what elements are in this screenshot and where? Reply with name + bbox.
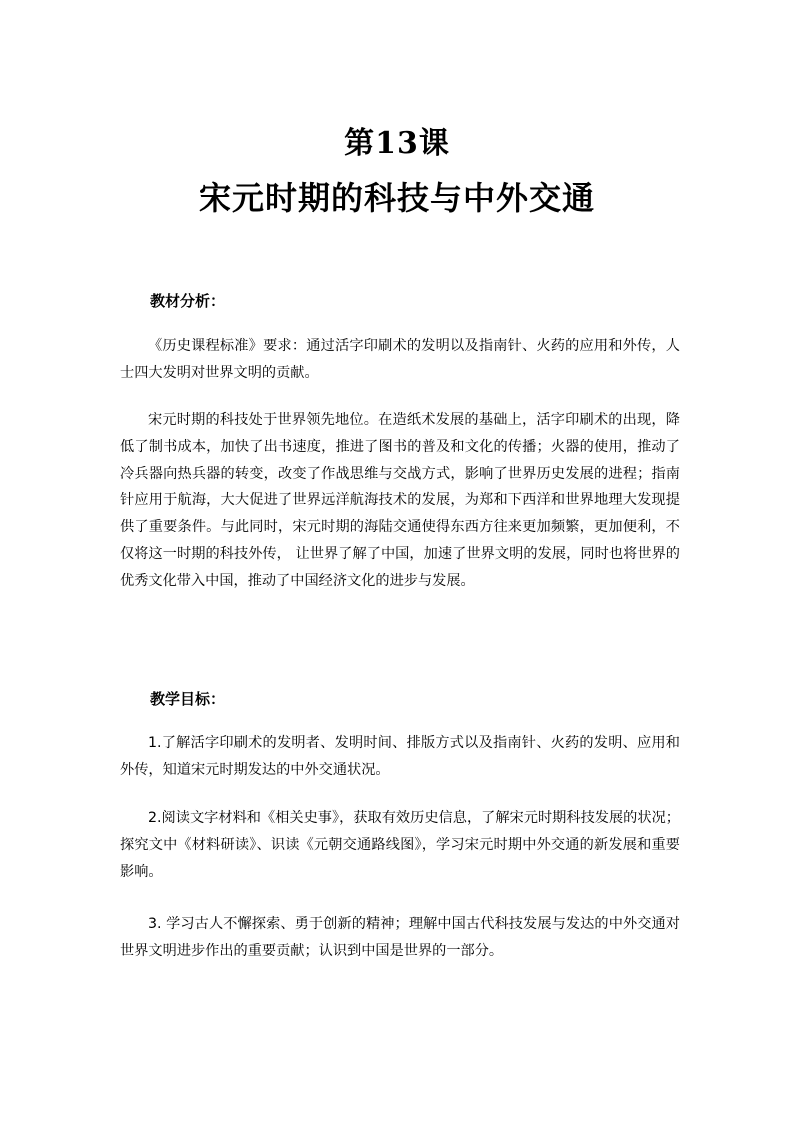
objective-item-3: 3. 学习古人不懈探索、勇于创新的精神；理解中国古代科技发展与发达的中外交通对世界文明进步作出的重要贡献；认识到中国是世界的一部分。: [120, 916, 680, 959]
analysis-heading: 教材分析：: [150, 292, 226, 310]
objective-item-1: 1.了解活字印刷术的发明者、发明时间、排版方式以及指南针、火药的发明、应用和外传，知道宋元时期发达的中外交通状况。: [120, 735, 680, 778]
lesson-number-title: 第13课: [344, 126, 450, 161]
analysis-paragraph-1: 《历史课程标准》要求：通过活字印刷术的发明以及指南针、火药的应用和外传，人士四大发明对世界文明的贡献。: [120, 338, 680, 381]
objective-item-2: 2.阅读文字材料和《相关史事》，获取有效历史信息，了解宋元时期科技发展的状况；探究文中《材料研读》、识读《元朝交通路线图》，学习宋元时期中外交通的新发展和重要影响。: [120, 810, 680, 880]
objectives-heading: 教学目标：: [150, 690, 226, 708]
analysis-paragraph-2: 宋元时期的科技处于世界领先地位。在造纸术发展的基础上，活字印刷术的出现，降低了制书成本，加快了出书速度，推进了图书的普及和文化的传播；火器的使用，推动了冷兵器向热兵器的转变，改变了作战思维与交战方式，影响了世界历史发展的进程；指南针应用于航海，大大促进了世界远洋航海技术的发展，为郑和下西洋和世界地理大发现提供了重要条件。与此同时，宋元时期的海陆交通使得东西方往来更加频繁，更加便利，不仅将这一时期的科技外传， 让世界了解了中国，加速了世界文明的发展，同时也将世界的优秀文化带入中国，推动了中国经济文化的进步与发展。: [120, 412, 680, 589]
lesson-title: 宋元时期的科技与中外交通: [198, 179, 595, 217]
